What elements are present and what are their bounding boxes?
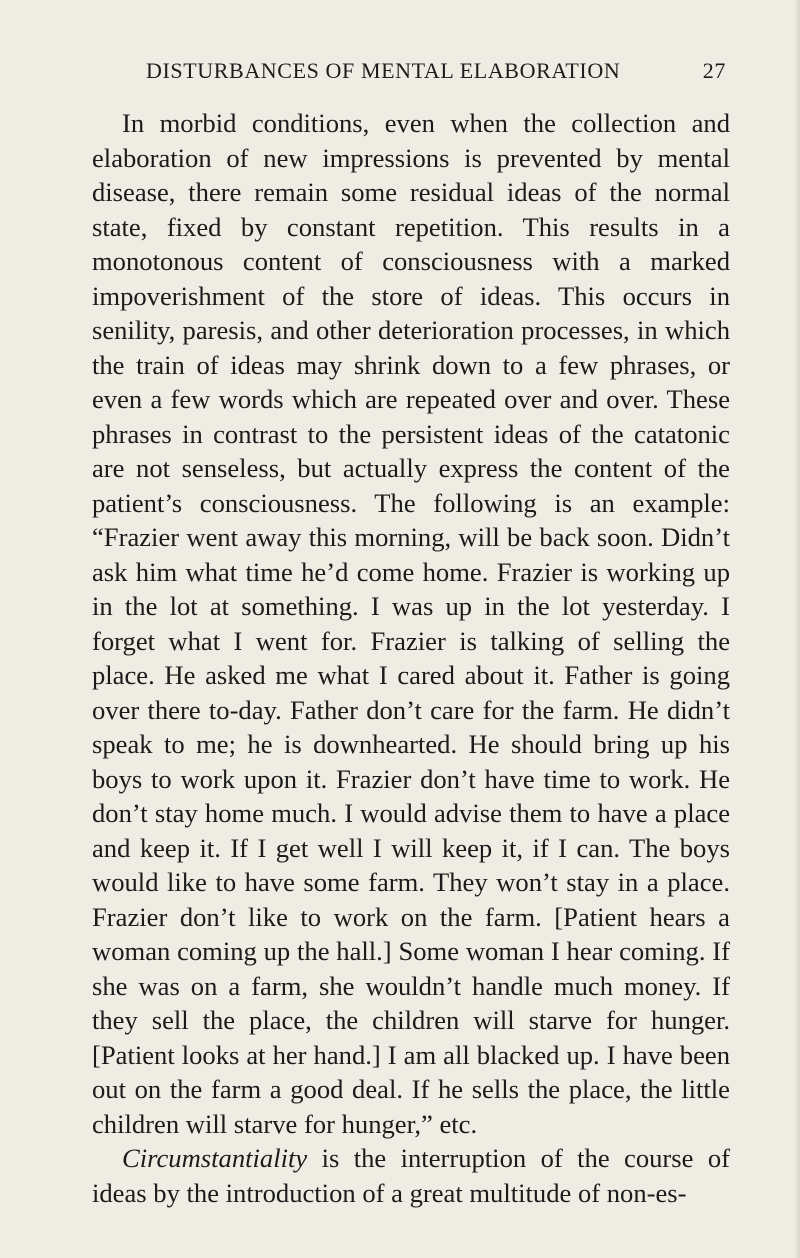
page-number: 27 — [702, 58, 726, 83]
paragraph — [92, 1141, 730, 1210]
paragraph-text: In morbid conditions, even when the collection and elaboration of new impressions is prevented by mental disease, there remain some residual ideas of the normal state, fixed by constant repetition. This results in a monotonous content of consciousness with a marked impoverishment of the store of ideas. This occurs in senility, paresis, and other deterioration processes, in which the train of ideas may shrink down to a few phrases, or even a few words which are repeated over and over. These phrases in contrast to the persistent ideas of the catatonic are not senseless, but actually express the content of the patient’s consciousness. The following is an example: “Frazier went away this morning, will be back soon. Didn’t ask him what time he’d come home. Frazier is working up in the lot at something. I was up in the lot yesterday. I forget what I went for. Frazier is talking of selling the place. He asked me what I cared about it. Father is going over there to-day. Father don’t care for the farm. He didn’t speak to me; he is downhearted. He should bring up his boys to work upon it. Frazier don’t have time to work. He don’t stay home much. I would advise them to have a place and keep it. If I get well I will keep it, if I can. The boys would like to have some farm. They won’t stay in a place. Frazier don’t like to work on the farm. [Patient hears a woman coming up the hall.] Some woman I hear coming. If she was on a farm, she wouldn’t handle much money. If they sell the place, the children will starve for hunger. [Patient looks at her hand.] I am all blacked up. I have been out on the farm a good deal. If he sells the place, the little children will starve for hunger,” etc. — [92, 108, 730, 1139]
running-head: DISTURBANCES OF MENTAL ELABORATION — [146, 58, 621, 83]
paragraph-text: is the interruption of the course of ideas by the introduction of a great multitude of non-es- — [92, 1143, 730, 1208]
page-edge-shadow — [794, 0, 800, 1258]
body-text — [92, 106, 730, 1210]
italic-term: Circumstantiality — [122, 1143, 308, 1173]
paragraph — [92, 106, 730, 1141]
page-header — [146, 58, 726, 90]
